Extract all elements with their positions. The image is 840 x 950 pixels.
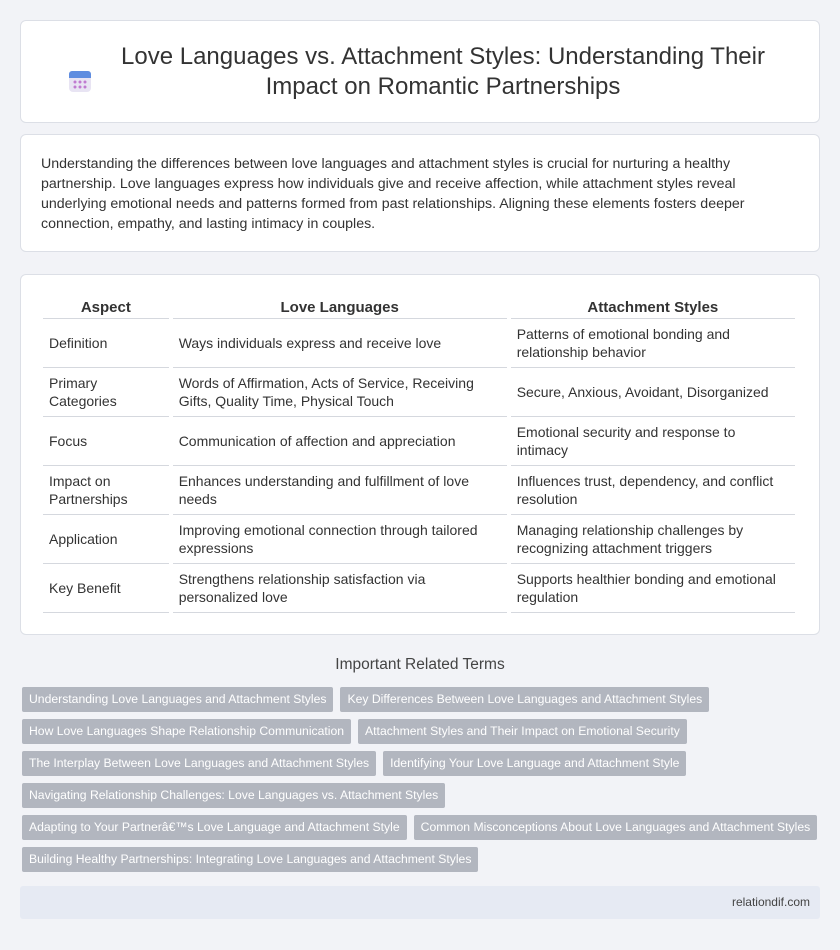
row-attachment-styles: Influences trust, dependency, and conflict resolution <box>511 466 795 515</box>
row-attachment-styles: Emotional security and response to intimacy <box>511 417 795 466</box>
row-aspect: Key Benefit <box>43 564 169 613</box>
table-row <box>43 417 795 466</box>
row-aspect: Impact on Partnerships <box>43 466 169 515</box>
row-love-languages: Ways individuals express and receive love <box>173 319 507 368</box>
related-term-link[interactable]: Key Differences Between Love Languages and Attachment Styles <box>340 687 709 712</box>
row-love-languages: Communication of affection and appreciation <box>173 417 507 466</box>
row-aspect: Definition <box>43 319 169 368</box>
calendar-icon <box>67 68 93 94</box>
row-aspect: Focus <box>43 417 169 466</box>
footer <box>20 886 820 919</box>
header-love-languages: Love Languages <box>173 295 507 319</box>
row-love-languages: Words of Affirmation, Acts of Service, Receiving Gifts, Quality Time, Physical Touch <box>173 368 507 417</box>
row-aspect: Application <box>43 515 169 564</box>
related-term-link[interactable]: How Love Languages Shape Relationship Communication <box>22 719 351 744</box>
row-attachment-styles: Patterns of emotional bonding and relationship behavior <box>511 319 795 368</box>
table-row <box>43 515 795 564</box>
related-term-link[interactable]: Identifying Your Love Language and Attachment Style <box>383 751 686 776</box>
related-term-link[interactable]: Adapting to Your Partnerâ€™s Love Language and Attachment Style <box>22 815 407 840</box>
related-terms-list <box>22 687 818 872</box>
related-term-link[interactable]: Navigating Relationship Challenges: Love Languages vs. Attachment Styles <box>22 783 445 808</box>
intro-text: Understanding the differences between love languages and attachment styles is crucial for nurturing a healthy partnership. Love languages express how individuals give and receive affection, while attachment styles reveal underlying emotional needs and patterns formed from past relationships. Aligning these elements fosters deeper connection, empathy, and lasting intimacy in couples. <box>41 156 745 232</box>
row-love-languages: Improving emotional connection through tailored expressions <box>173 515 507 564</box>
header-aspect: Aspect <box>43 295 169 319</box>
comparison-table <box>39 295 799 613</box>
table-row <box>43 319 795 368</box>
row-attachment-styles: Secure, Anxious, Avoidant, Disorganized <box>511 368 795 417</box>
table-header-row <box>43 295 795 319</box>
row-attachment-styles: Managing relationship challenges by recognizing attachment triggers <box>511 515 795 564</box>
related-term-link[interactable]: Attachment Styles and Their Impact on Emotional Security <box>358 719 687 744</box>
title-card <box>20 20 820 123</box>
related-term-link[interactable]: Common Misconceptions About Love Languages and Attachment Styles <box>414 815 818 840</box>
row-love-languages: Strengthens relationship satisfaction via personalized love <box>173 564 507 613</box>
related-terms-title: Important Related Terms <box>335 656 505 673</box>
table-row <box>43 368 795 417</box>
table-row <box>43 564 795 613</box>
related-term-link[interactable]: The Interplay Between Love Languages and Attachment Styles <box>22 751 376 776</box>
row-aspect: Primary Categories <box>43 368 169 417</box>
row-love-languages: Enhances understanding and fulfillment of love needs <box>173 466 507 515</box>
related-term-link[interactable]: Building Healthy Partnerships: Integrating Love Languages and Attachment Styles <box>22 847 478 872</box>
related-term-link[interactable]: Understanding Love Languages and Attachment Styles <box>22 687 333 712</box>
header-attachment-styles: Attachment Styles <box>511 295 795 319</box>
row-attachment-styles: Supports healthier bonding and emotional regulation <box>511 564 795 613</box>
page-title: Love Languages vs. Attachment Styles: Understanding Their Impact on Romantic Partnerships <box>121 42 765 100</box>
footer-site-link[interactable]: relationdif.com <box>731 895 810 909</box>
comparison-table-card <box>20 274 820 635</box>
intro-card <box>20 134 820 252</box>
table-row <box>43 466 795 515</box>
